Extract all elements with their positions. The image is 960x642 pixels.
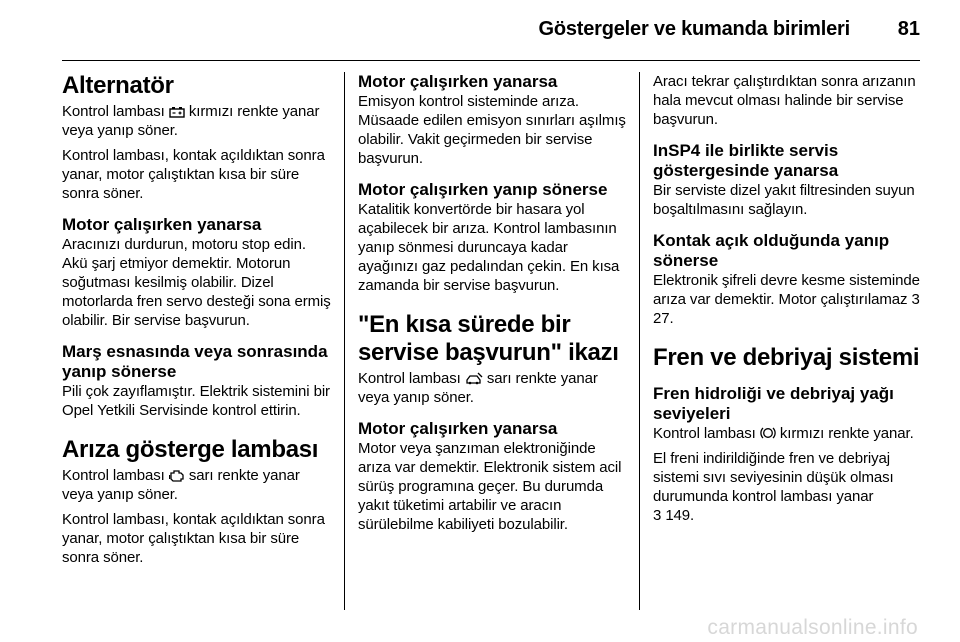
page-number: 81 [897, 18, 920, 40]
paragraph: Elektronik şifreli devre kesme sisteminde arıza var demektir. Motor çalıştırılamaz 3 27. [653, 272, 920, 327]
column-divider-1 [344, 72, 345, 610]
subsection-title: Fren hidroliği ve debriyaj yağı seviyeleri [653, 384, 894, 423]
brake-icon [760, 426, 776, 442]
paragraph: Motor veya şanzıman elektroniğinde arıza var demektir. Elektronik sistem acil sürüş programına geçer. Bu durumda yakıt tüketimi artabilir ve aracın sürülebilme kabiliyeti bozulabilir. [358, 440, 622, 533]
subsection-title: Motor çalışırken yanarsa [358, 419, 558, 438]
paragraph: Kontrol lambası sarı renkte yanar veya yanıp söner. [62, 467, 300, 503]
paragraph: Kontrol lambası kırmızı renkte yanar veya yanıp söner. [62, 103, 320, 139]
page-ref-arrow: 3 [911, 291, 920, 308]
section-title-brake-clutch: Fren ve debriyaj sistemi [653, 344, 920, 371]
wrench-car-icon [465, 372, 483, 387]
column-divider-2 [639, 72, 640, 610]
paragraph: Kontrol lambası, kontak açıldıktan sonra yanar, motor çalıştıktan kısa bir süre sonra söner. [62, 511, 325, 566]
subsection-title: Motor çalışırken yanarsa [358, 72, 558, 91]
column-1 [62, 72, 332, 573]
watermark: carmanualsonline.info [707, 616, 918, 639]
column-3 [653, 72, 923, 531]
paragraph: Aracı tekrar çalıştırdıktan sonra arızanın hala mevcut olması halinde bir servise başvurun. [653, 73, 916, 128]
section-title-alternator: Alternatör [62, 72, 174, 99]
subsection-title: Kontak açık olduğunda yanıp sönerse [653, 231, 890, 270]
paragraph: Aracınızı durdurun, motoru stop edin. Akü şarj etmiyor demektir. Motorun soğutması kesilmiş olabilir. Dizel motorlarda fren servo desteği sona ermiş olabilir. Bir servise başvurun. [62, 236, 331, 329]
subsection-title: Motor çalışırken yanıp sönerse [358, 180, 608, 199]
paragraph: Kontrol lambası, kontak açıldıktan sonra yanar, motor çalıştıktan kısa bir süre sonra söner. [62, 147, 325, 202]
page-title: Göstergeler ve kumanda birimleri [538, 18, 850, 40]
page-header [0, 18, 960, 58]
section-title-service-warning: "En kısa sürede bir servise başvurun" ikazı [358, 311, 619, 366]
subsection-title: Marş esnasında veya sonrasında yanıp sönerse [62, 342, 328, 381]
subsection-title: InSP4 ile birlikte servis göstergesinde yanarsa [653, 141, 839, 180]
engine-icon [169, 469, 185, 484]
paragraph: Emisyon kontrol sisteminde arıza. Müsaade edilen emisyon sınırları aşılmış olabilir. Vakit geçirmeden bir servise başvurun. [358, 93, 626, 167]
battery-icon [169, 106, 185, 120]
header-rule [62, 60, 920, 61]
subsection-title: Motor çalışırken yanarsa [62, 215, 262, 234]
section-title-malfunction-lamp: Arıza gösterge lambası [62, 436, 319, 463]
paragraph: El freni indirildiğinde fren ve debriyaj sistemi sıvı seviyesinin düşük olması durumunda kontrol lambası yanar 3 149. [653, 450, 894, 524]
paragraph: Kontrol lambası kırmızı renkte yanar. [653, 425, 914, 442]
column-2 [358, 72, 626, 540]
page-ref-arrow: 3 [653, 507, 662, 524]
paragraph: Katalitik konvertörde bir hasara yol açabilecek bir arıza. Kontrol lambasının yanıp sönmesi duruncaya kadar ayağınızı gaz pedalından çekin. En kısa zamanda bir servise başvurun. [358, 201, 620, 294]
paragraph: Kontrol lambası sarı renkte yanar veya yanıp söner. [358, 370, 598, 406]
paragraph: Bir serviste dizel yakıt filtresinden suyun boşaltılmasını sağlayın. [653, 182, 915, 218]
paragraph: Pili çok zayıflamıştır. Elektrik sistemini bir Opel Yetkili Servisinde kontrol ettirin. [62, 383, 330, 419]
